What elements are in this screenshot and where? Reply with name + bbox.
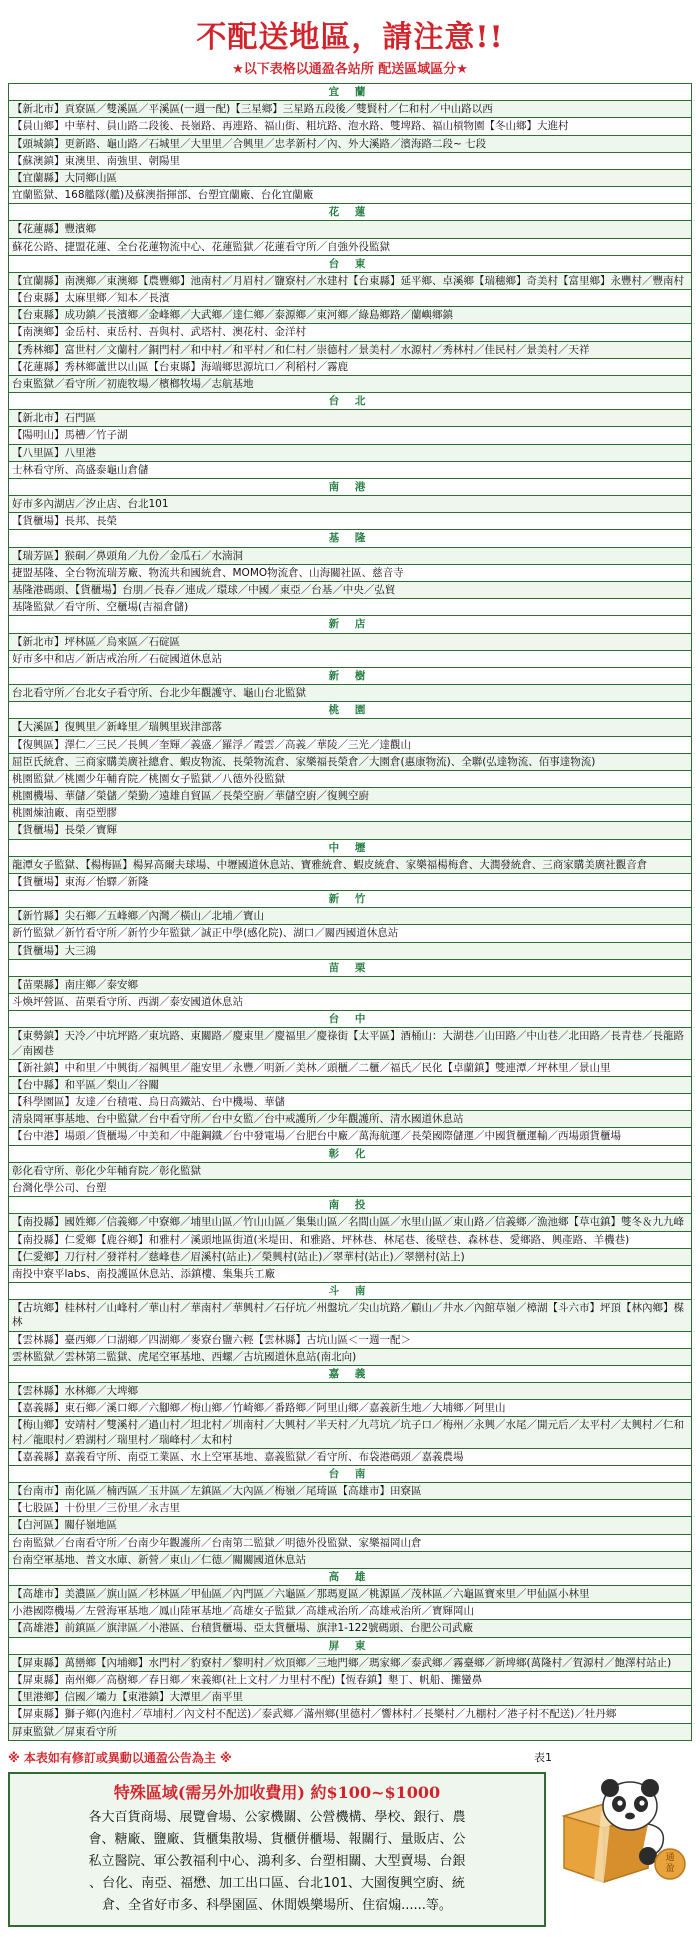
table-row <box>9 1689 692 1706</box>
area-list-cell: 龍潭女子監獄、【楊梅區】楊昇高爾夫球場、中壢國道休息站、寶雅統倉、蝦皮統倉、家樂福楊梅倉、大潤發統倉、三商家購美廣社觀音倉 <box>9 856 692 873</box>
table-row <box>9 461 692 478</box>
area-list-cell: 士林看守所、高盛泰龜山倉儲 <box>9 461 692 478</box>
area-list-cell: 【台中縣】和平區／梨山／谷關 <box>9 1076 692 1093</box>
table-row <box>9 1400 692 1417</box>
region-header-row <box>9 84 692 101</box>
table-row <box>9 1534 692 1551</box>
special-area-box <box>8 1772 546 1927</box>
special-area-line: 會、糖廠、鹽廠、貨櫃集散場、貨櫃併櫃場、報關行、量販店、公 <box>88 1831 466 1847</box>
area-list-cell: 【台南市】南化區／楠西區／玉井區／左鎮區／大內區／梅嶺／尾琦區【高雄市】田寮區 <box>9 1483 692 1500</box>
table-row <box>9 272 692 289</box>
table-row <box>9 290 692 307</box>
table-row <box>9 118 692 135</box>
table-row <box>9 358 692 375</box>
area-list-cell: 【雲林縣】水林鄉／大埤鄉 <box>9 1383 692 1400</box>
area-list-cell: 宜蘭監獄、168艦隊(艦)及蘇澳指揮部、台塑宜蘭廠、台化宜蘭廠 <box>9 187 692 204</box>
region-header-row <box>9 1365 692 1382</box>
area-list-cell: 【仁愛鄉】刀行村／發祥村／慈峰巷／眉溪村(站止)／榮興村(站止)／翠華村(站止)／翠巒村(站上) <box>9 1248 692 1265</box>
table-row <box>9 1348 692 1365</box>
area-list-cell: 【台東縣】成功鎮／長濱鄉／金峰鄉／大武鄉／達仁鄉／泰源鄉／東河鄉／綠島鄉路／蘭嶼鄉鎮 <box>9 307 692 324</box>
area-list-cell: 【貨櫃場】長榮／寶輝 <box>9 822 692 839</box>
region-title: 新 竹 <box>9 891 692 908</box>
region-header-row <box>9 530 692 547</box>
region-title: 新 店 <box>9 616 692 633</box>
table-row <box>9 1448 692 1465</box>
area-list-cell: 【雲林縣】臺西鄉／口湖鄉／四湖鄉／麥寮台鹽六輕【雲林縣】古坑山區＜一週一配＞ <box>9 1331 692 1348</box>
area-list-cell: 【科學園區】友達／台積電、烏日高鐵站、台中機場、華儲 <box>9 1094 692 1111</box>
area-list-cell: 屏東監獄／屏東看守所 <box>9 1723 692 1740</box>
table-row <box>9 1483 692 1500</box>
table-label: 表1 <box>534 1751 552 1765</box>
area-list-cell: 捷盟基隆、全台物流瑞芳廠、物流共和國統倉、MOMO物流倉、山海關社區、慈音寺 <box>9 564 692 581</box>
table-row <box>9 1028 692 1059</box>
region-header-row <box>9 478 692 495</box>
table-row <box>9 152 692 169</box>
area-list-cell: 【頭城鎮】更新路、龜山路／石城里／大里里／合興里／忠孝新村／內、外大溪路／濱海路二段~ 七段 <box>9 135 692 152</box>
region-title: 桃 園 <box>9 702 692 719</box>
table-row <box>9 496 692 513</box>
table-row <box>9 1517 692 1534</box>
table-row <box>9 599 692 616</box>
table-row <box>9 375 692 392</box>
region-title: 宜 蘭 <box>9 84 692 101</box>
footer-note: ※ 本表如有修訂或異動以通盈公告為主 ※ <box>8 1750 232 1765</box>
region-header-row <box>9 393 692 410</box>
table-row <box>9 1076 692 1093</box>
area-list-cell: 【陽明山】馬槽／竹子湖 <box>9 427 692 444</box>
footer-bottom <box>8 1772 692 1927</box>
table-row <box>9 1094 692 1111</box>
table-row <box>9 1706 692 1723</box>
area-list-cell: 好市多中和店／新店戒治所／石碇國道休息站 <box>9 650 692 667</box>
area-list-cell: 【新北市】坪林區／烏來區／石碇區 <box>9 633 692 650</box>
table-row <box>9 564 692 581</box>
area-list-cell: 【員山鄉】中華村、員山路二段後、長嶺路、再連路、福山街、粗坑路、泡水路、雙埤路、福山槓物園【冬山鄉】大進村 <box>9 118 692 135</box>
table-row <box>9 976 692 993</box>
table-row <box>9 1586 692 1603</box>
table-row <box>9 1300 692 1331</box>
table-row <box>9 581 692 598</box>
area-list-cell: 基隆監獄／看守所、空櫃場(吉福倉儲) <box>9 599 692 616</box>
area-list-cell: 桃園煉油廠、南亞塑膠 <box>9 805 692 822</box>
area-list-cell: 【台東縣】太麻里鄉／知本／長濱 <box>9 290 692 307</box>
area-list-cell: 【南投縣】仁愛鄉【鹿谷鄉】和雅村／溪頭地區街道(米堤田、和雅路、坪林巷、林尾巷、後壁巷、森林巷、愛鄉路、興產路、羊機巷) <box>9 1231 692 1248</box>
region-title: 花 蓮 <box>9 204 692 221</box>
table-row <box>9 513 692 530</box>
region-title: 嘉 義 <box>9 1365 692 1382</box>
table-row <box>9 685 692 702</box>
area-list-cell: 【屏東縣】獅子鄉(內進村／草埔村／內文村不配送)／泰武鄉／滿州鄉(里德村／響林村／長樂村／九棚村／港子村不配送)／牡丹鄉 <box>9 1706 692 1723</box>
area-list-cell: 台東監獄／看守所／初鹿牧場／檳榔牧場／志航基地 <box>9 375 692 392</box>
region-title: 斗 南 <box>9 1283 692 1300</box>
area-list-cell: 台北看守所／台北女子看守所、台北少年觀護守、龜山台北監獄 <box>9 685 692 702</box>
area-list-cell: 【新北市】石門區 <box>9 410 692 427</box>
region-title: 彰 化 <box>9 1145 692 1162</box>
region-header-row <box>9 702 692 719</box>
table-row <box>9 169 692 186</box>
table-row <box>9 307 692 324</box>
area-list-cell: 【七股區】十份里／三份里／永吉里 <box>9 1500 692 1517</box>
table-row <box>9 547 692 564</box>
special-area-line: 、台化、南亞、福懋、加工出口區、台北101、大園復興空廚、統 <box>89 1875 465 1891</box>
table-row <box>9 805 692 822</box>
region-title: 高 雄 <box>9 1568 692 1585</box>
area-list-cell: 台南空軍基地、普文水庫、新營／東山／仁德／關關國道休息站 <box>9 1551 692 1568</box>
area-list-cell: 【白河區】關仔嶺地區 <box>9 1517 692 1534</box>
area-list-cell: 【秀林鄉】富世村／文蘭村／銅門村／和中村／和平村／和仁村／崇德村／景美村／水源村／秀林村／佳民村／景美村／天祥 <box>9 341 692 358</box>
region-header-row <box>9 1637 692 1654</box>
table-row <box>9 1500 692 1517</box>
panda-icon <box>552 1772 692 1892</box>
region-header-row <box>9 839 692 856</box>
area-list-cell: 【貨櫃場】大三鴻 <box>9 942 692 959</box>
table-row <box>9 1654 692 1671</box>
special-area-title: 特殊區域(需另外加收費用) 約$100~$1000 <box>113 1782 441 1802</box>
table-row <box>9 1162 692 1179</box>
area-list-cell: 【花蓮縣】豐濱鄉 <box>9 221 692 238</box>
table-row <box>9 736 692 753</box>
panda-badge-label-1: 通 <box>665 1852 675 1863</box>
area-list-cell: 【宜蘭縣】大同鄉山區 <box>9 169 692 186</box>
panda-badge-label-2: 盈 <box>665 1863 675 1874</box>
area-list-cell: 好市多內湖店／汐止店、台北101 <box>9 496 692 513</box>
region-header-row <box>9 204 692 221</box>
area-list-cell: 屈臣氏統倉、三商家購美廣社總倉、蝦皮物流、長榮物流倉、家樂福長榮倉／大園倉(惠康物流)、全聯(弘達物流、佰事達物流) <box>9 753 692 770</box>
table-row <box>9 1214 692 1231</box>
table-row <box>9 410 692 427</box>
table-row <box>9 856 692 873</box>
area-list-cell: 【貨櫃場】長邦、長榮 <box>9 513 692 530</box>
area-list-cell: 桃園機場、華儲／榮儲／榮勤／遠雄自貿區／長榮空廚／華儲空廚／復興空廚 <box>9 788 692 805</box>
table-row <box>9 1383 692 1400</box>
table-row <box>9 1059 692 1076</box>
area-list-cell: 【台中港】場頭／貨櫃場／中美和／中龍鋼鐵／台中發電場／台肥台中廠／萬海航運／長榮國際儲運／中國貨櫃運輸／西場頭貨櫃場 <box>9 1128 692 1145</box>
table-row <box>9 341 692 358</box>
area-list-cell: 小港國際機場／左營海軍基地／鳳山陸軍基地／高雄女子監獄／高雄戒治所／高雄戒治所／寶輝岡山 <box>9 1603 692 1620</box>
page-title: 不配送地區，請注意!! <box>196 20 504 55</box>
table-row <box>9 942 692 959</box>
panda-mascot <box>552 1772 692 1892</box>
area-list-cell: 【南投縣】國姓鄉／信義鄉／中寮鄉／埔里山區／竹山山區／集集山區／名間山區／水里山區／東山路／信義鄉／漁池鄉【草屯鎮】雙冬＆九九峰 <box>9 1214 692 1231</box>
table-row <box>9 1128 692 1145</box>
table-row <box>9 1417 692 1448</box>
region-title: 南 港 <box>9 478 692 495</box>
area-list-cell: 【梅山鄉】安靖村／雙溪村／過山村／坦北村／圳南村／大興村／半天村／九芎坑／坑子口／梅州／永興／水尾／開元后／太平村／太興村／仁和村／龍眼村／碧湖村／瑞里村／瑞峰村／太和村 <box>9 1417 692 1448</box>
area-list-cell: 【新社鎮】中和里／中興街／福興里／龍安里／永豐／明新／美林／頭櫃／二櫃／福氏／民化【卓蘭鎮】雙連潭／坪林里／景山里 <box>9 1059 692 1076</box>
table-row <box>9 427 692 444</box>
area-list-cell: 台灣化學公司、台塑 <box>9 1180 692 1197</box>
table-row <box>9 873 692 890</box>
table-row <box>9 1723 692 1740</box>
table-row <box>9 1180 692 1197</box>
table-row <box>9 719 692 736</box>
region-title: 台 南 <box>9 1465 692 1482</box>
region-title: 中 壢 <box>9 839 692 856</box>
region-header-row <box>9 1197 692 1214</box>
table-row <box>9 994 692 1011</box>
region-header-row <box>9 1465 692 1482</box>
area-list-cell: 【大溪區】復興里／新峰里／瑞興里崁津部落 <box>9 719 692 736</box>
table-row <box>9 633 692 650</box>
area-list-cell: 【八里區】八里港 <box>9 444 692 461</box>
area-list-cell: 【南澳鄉】金岳村、東岳村、吾與村、武塔村、澳花村、金洋村 <box>9 324 692 341</box>
table-row <box>9 650 692 667</box>
region-title: 南 投 <box>9 1197 692 1214</box>
no-delivery-area-table <box>8 83 692 1741</box>
region-title: 台 北 <box>9 393 692 410</box>
table-row <box>9 908 692 925</box>
area-list-cell: 【蘇澳鎮】東澳里、南強里、朝陽里 <box>9 152 692 169</box>
area-list-cell: 清泉岡軍事基地、台中監獄／台中看守所／台中女監／台中戒護所／少年觀護所、清水國道休息站 <box>9 1111 692 1128</box>
area-list-cell: 【屏東縣】萬巒鄉【內埔鄉】水門村／豹寮村／黎明村／炊頂鄉／三地門鄉／瑪家鄉／泰武鄉／霧臺鄉／新埤鄉(萬隆村／賀源村／飽澤村站止) <box>9 1654 692 1671</box>
region-header-row <box>9 255 692 272</box>
region-title: 苗 栗 <box>9 959 692 976</box>
region-title: 屏 東 <box>9 1637 692 1654</box>
area-list-cell: 彰化看守所、彰化少年輔育院／彰化監獄 <box>9 1162 692 1179</box>
region-title: 台 東 <box>9 255 692 272</box>
table-row <box>9 1331 692 1348</box>
area-list-cell: 【宜蘭縣】南澳鄉／東澳鄉【農豐鄉】池南村／月眉村／鹽寮村／水建村【台東縣】延平鄉、卓溪鄉【瑞穗鄉】奇美村【富里鄉】永豐村／豐南村 <box>9 272 692 289</box>
table-row <box>9 1671 692 1688</box>
table-row <box>9 238 692 255</box>
table-row <box>9 1111 692 1128</box>
region-header-row <box>9 667 692 684</box>
special-area-body <box>20 1807 534 1917</box>
area-list-cell: 【新北市】貢寮區／雙溪區／平溪區(一週一配)【三星鄉】三星路五段後／雙賢村／仁和村／中山路以西 <box>9 101 692 118</box>
footer-note-row <box>8 1749 692 1766</box>
table-row <box>9 135 692 152</box>
area-list-cell: 【貨櫃場】東海／怡驛／新隆 <box>9 873 692 890</box>
table-row <box>9 753 692 770</box>
area-list-cell: 【古坑鄉】桂林村／山峰村／華山村／華南村／華興村／石仔坑／州盤坑／尖山坑路／顧山／井水／內館草嶺／樟湖【斗六市】坪頂【林內鄉】楳林 <box>9 1300 692 1331</box>
special-area-line: 私立醫院、軍公教福利中心、鴻利多、台塑相關、大型賣場、台銀 <box>88 1853 466 1869</box>
region-header-row <box>9 616 692 633</box>
table-row <box>9 925 692 942</box>
area-list-cell: 【嘉義縣】嘉義看守所、南亞工業區、水上空軍基地、嘉義監獄／看守所、布袋港碼頭／嘉義農場 <box>9 1448 692 1465</box>
table-row <box>9 221 692 238</box>
table-row <box>9 444 692 461</box>
table-row <box>9 788 692 805</box>
area-list-cell: 蘇花公路、捷盟花蓮、全台花蓮物流中心、花蓮監獄／花蓮看守所／自強外役監獄 <box>9 238 692 255</box>
area-list-cell: 【屏東縣】南州鄉／高樹鄉／春日鄉／來義鄉(社上文村／力里村不配)【恆春鎮】墾丁、帆船、攤蠻鼻 <box>9 1671 692 1688</box>
area-list-cell: 【里港鄉】信國／壩力【東港鎮】大潭里／南平里 <box>9 1689 692 1706</box>
area-list-cell: 【高雄港】前鎮區／旗津區／小港區、台積貨櫃場、亞太貨櫃場、旗津1-122號碼頭、台肥公司武廠 <box>9 1620 692 1637</box>
area-list-cell: 【花蓮縣】秀林鄉蘆世以山區【台東縣】海端鄉思源坑口／利稻村／霧鹿 <box>9 358 692 375</box>
region-title: 台 中 <box>9 1011 692 1028</box>
special-area-line: 倉、全省好市多、科學園區、休閒娛樂場所、住宿煽......等。 <box>102 1898 452 1914</box>
area-list-cell: 基隆港碼頭、【貨櫃場】台朋／長春／連成／環球／中國／東亞／台基／中央／弘貿 <box>9 581 692 598</box>
table-row <box>9 1231 692 1248</box>
table-row <box>9 101 692 118</box>
region-header-row <box>9 891 692 908</box>
table-row <box>9 1620 692 1637</box>
table-row <box>9 822 692 839</box>
area-list-cell: 南投中寮平labs、南投護區休息站、添鎮樓、集集兵工廠 <box>9 1265 692 1282</box>
table-row <box>9 324 692 341</box>
area-list-cell: 桃園監獄／桃園少年輔育院／桃園女子監獄／八德外役監獄 <box>9 770 692 787</box>
table-row <box>9 187 692 204</box>
area-list-cell: 【東勢鎮】天冷／中坑坪路／東坑路、東關路／慶東里／慶福里／慶祿街【太平區】酒桶山：大湖巷／山田路／中山巷／北田路／長青巷／長龍路／南國巷 <box>9 1028 692 1059</box>
page-subtitle: ★以下表格以通盈各站所 配送區域區分★ <box>232 62 468 77</box>
region-header-row <box>9 1568 692 1585</box>
area-list-cell: 【復興區】澤仁／三民／長興／奎輝／義盛／羅浮／霞雲／高義／華陵／三光／達觀山 <box>9 736 692 753</box>
area-list-cell: 新竹監獄／新竹看守所／新竹少年監獄／誠正中學(感化院)、湖口／關西國道休息站 <box>9 925 692 942</box>
area-list-cell: 【新竹縣】尖石鄉／五峰鄉／內灣／橫山／北埔／寶山 <box>9 908 692 925</box>
table-row <box>9 770 692 787</box>
table-row <box>9 1265 692 1282</box>
table-row <box>9 1551 692 1568</box>
table-row <box>9 1248 692 1265</box>
area-list-cell: 【瑞芳區】猴硐／鼻頭角／九份／金瓜石／水湳洞 <box>9 547 692 564</box>
area-list-cell: 【嘉義縣】東石鄉／溪口鄉／六腳鄉／梅山鄉／竹崎鄉／番路鄉／阿里山鄉／嘉義新生地／大埔鄉／阿里山 <box>9 1400 692 1417</box>
region-header-row <box>9 1283 692 1300</box>
area-list-cell: 台南監獄／台南看守所／台南少年觀護所／台南第二監獄／明德外役監獄、家樂福岡山倉 <box>9 1534 692 1551</box>
area-list-cell: 斗煥坪營區、苗栗看守所、西湖／泰安國道休息站 <box>9 994 692 1011</box>
region-header-row <box>9 1011 692 1028</box>
region-header-row <box>9 959 692 976</box>
table-row <box>9 1603 692 1620</box>
region-title: 基 隆 <box>9 530 692 547</box>
area-list-cell: 雲林監獄／雲林第二監獄、虎尾空軍基地、西螺／古坑國道休息站(南北向) <box>9 1348 692 1365</box>
area-list-cell: 【高雄市】美濃區／旗山區／杉林區／甲仙區／內門區／六龜區／那瑪夏區／桃源區／茂林區／六龜區寶來里／甲仙區小林里 <box>9 1586 692 1603</box>
region-header-row <box>9 1145 692 1162</box>
region-title: 新 樹 <box>9 667 692 684</box>
special-area-line: 各大百貨商場、展覽會場、公家機關、公營機構、學校、銀行、農 <box>88 1809 466 1825</box>
area-list-cell: 【苗栗縣】南庄鄉／泰安鄉 <box>9 976 692 993</box>
